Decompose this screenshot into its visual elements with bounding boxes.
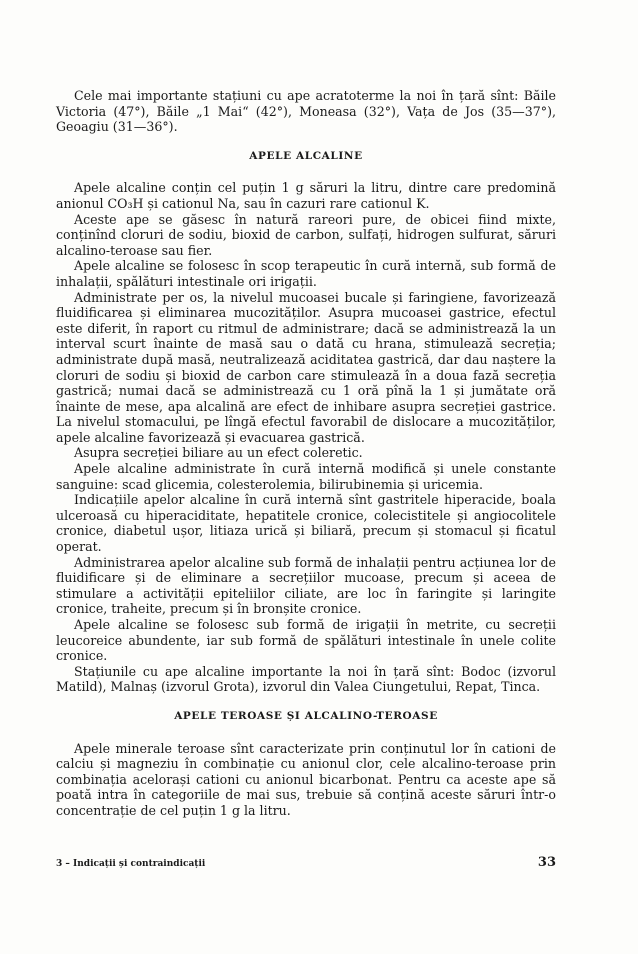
paragraph: Aceste ape se găsesc în natură rareori pure, de obicei fiind mixte, conținînd cloruri de sodiu, bioxid de carbon, sulfați, hidrogen sulfurat, săruri alcalino-teroase sau fier. — [56, 211, 556, 258]
paragraph: Apele alcaline se folosesc în scop terapeutic în cură internă, sub formă de inhalații, spălături intestinale ori irigații. — [56, 258, 556, 289]
paragraph: Stațiunile cu ape alcaline importante la noi în țară sînt: Bodoc (izvorul Matild), Malnaș (izvorul Grota), izvorul din Valea Ciungetului, Repat, Tinca. — [56, 663, 556, 695]
paragraph: Apele alcaline administrate în cură internă modifică și unele constante sanguine: scad glicemia, colesterolemia, bilirubinemia și uricemia. — [56, 461, 556, 492]
paragraph: Indicațiile apelor alcaline în cură internă sînt gastritele hiperacide, boala ulceroasă cu hiperaciditate, hepatitele cronice, colecistitele și angiocolitele cronice, diabetul ușor, litiaza urică și biliară, precum și stomacul și ficatul operat. — [56, 492, 556, 555]
page-number: 33 — [537, 855, 556, 870]
intro-paragraph: Cele mai importante stațiuni cu ape acratoterme la noi în țară sînt: Băile Victoria (47°), Băile „1 Mai“ (42°), Moneasa (32°), Vața de Jos (35—37°), Geoagiu (31—36°). — [56, 88, 556, 135]
page-footer — [56, 857, 556, 873]
section-heading-apele-teroase: APELE TEROASE ȘI ALCALINO-TEROASE — [174, 709, 438, 722]
section-heading-apele-alcaline: APELE ALCALINE — [249, 149, 363, 162]
paragraph: Apele alcaline conțin cel puțin 1 g săruri la litru, dintre care predomină anionul CO₃H și cationul Na, sau în cazuri rare cationul K. — [56, 180, 556, 211]
paragraph: Administrarea apelor alcaline sub formă de inhalații pentru acțiunea lor de fluidificare și de eliminare a secrețiilor mucoase, precum și aceea de stimulare a activității epiteliilor ciliate, are loc în faringite și laringite cronice, traheite, precum și în bronșite cronice. — [56, 554, 556, 617]
paragraph: Asupra secreției biliare au un efect coleretic. — [74, 445, 363, 461]
footer-chapter-note: 3 – Indicații și contraindicații — [56, 859, 206, 869]
paragraph: Apele alcaline se folosesc sub formă de irigații în metrite, cu secreții leucoreice abundente, iar sub formă de spălături intestinale în unele colite cronice. — [56, 617, 556, 664]
paragraph: Administrate per os, la nivelul mucoasei bucale și faringiene, favorizează fluidificarea și eliminarea mucozităților. Asupra mucoasei gastrice, efectul este diferit, în raport cu ritmul de administrare; dacă se administrează la un interval scurt înainte de masă sau o dată cu hrana, stimulează secreția; administrate după masă, neutralizează aciditatea gastrică, dar dau naștere la cloruri de sodiu și bioxid de carbon care stimulează în a doua fază secreția gastrică; numai dacă se administrează cu 1 oră pînă la 1 și jumătate oră înainte de mese, apa alcalină are efect de inhibare asupra secreției gastrice. La nivelul stomacului, pe lîngă efectul favorabil de dislocare a mucozităților, apele alcaline favorizează și evacuarea gastrică. — [56, 289, 556, 445]
body-text — [56, 88, 556, 819]
paragraph: Apele minerale teroase sînt caracterizate prin conținutul lor în cationi de calciu și magneziu în combinație cu anionul clor, cele alcalino-teroase prin combinația acelorași cationi cu anionul bicarbonat. Pentru ca aceste ape să poată intra în categoriile de mai sus, trebuie să conțină aceste săruri într-o concentrație de cel puțin 1 g la litru. — [56, 740, 556, 818]
